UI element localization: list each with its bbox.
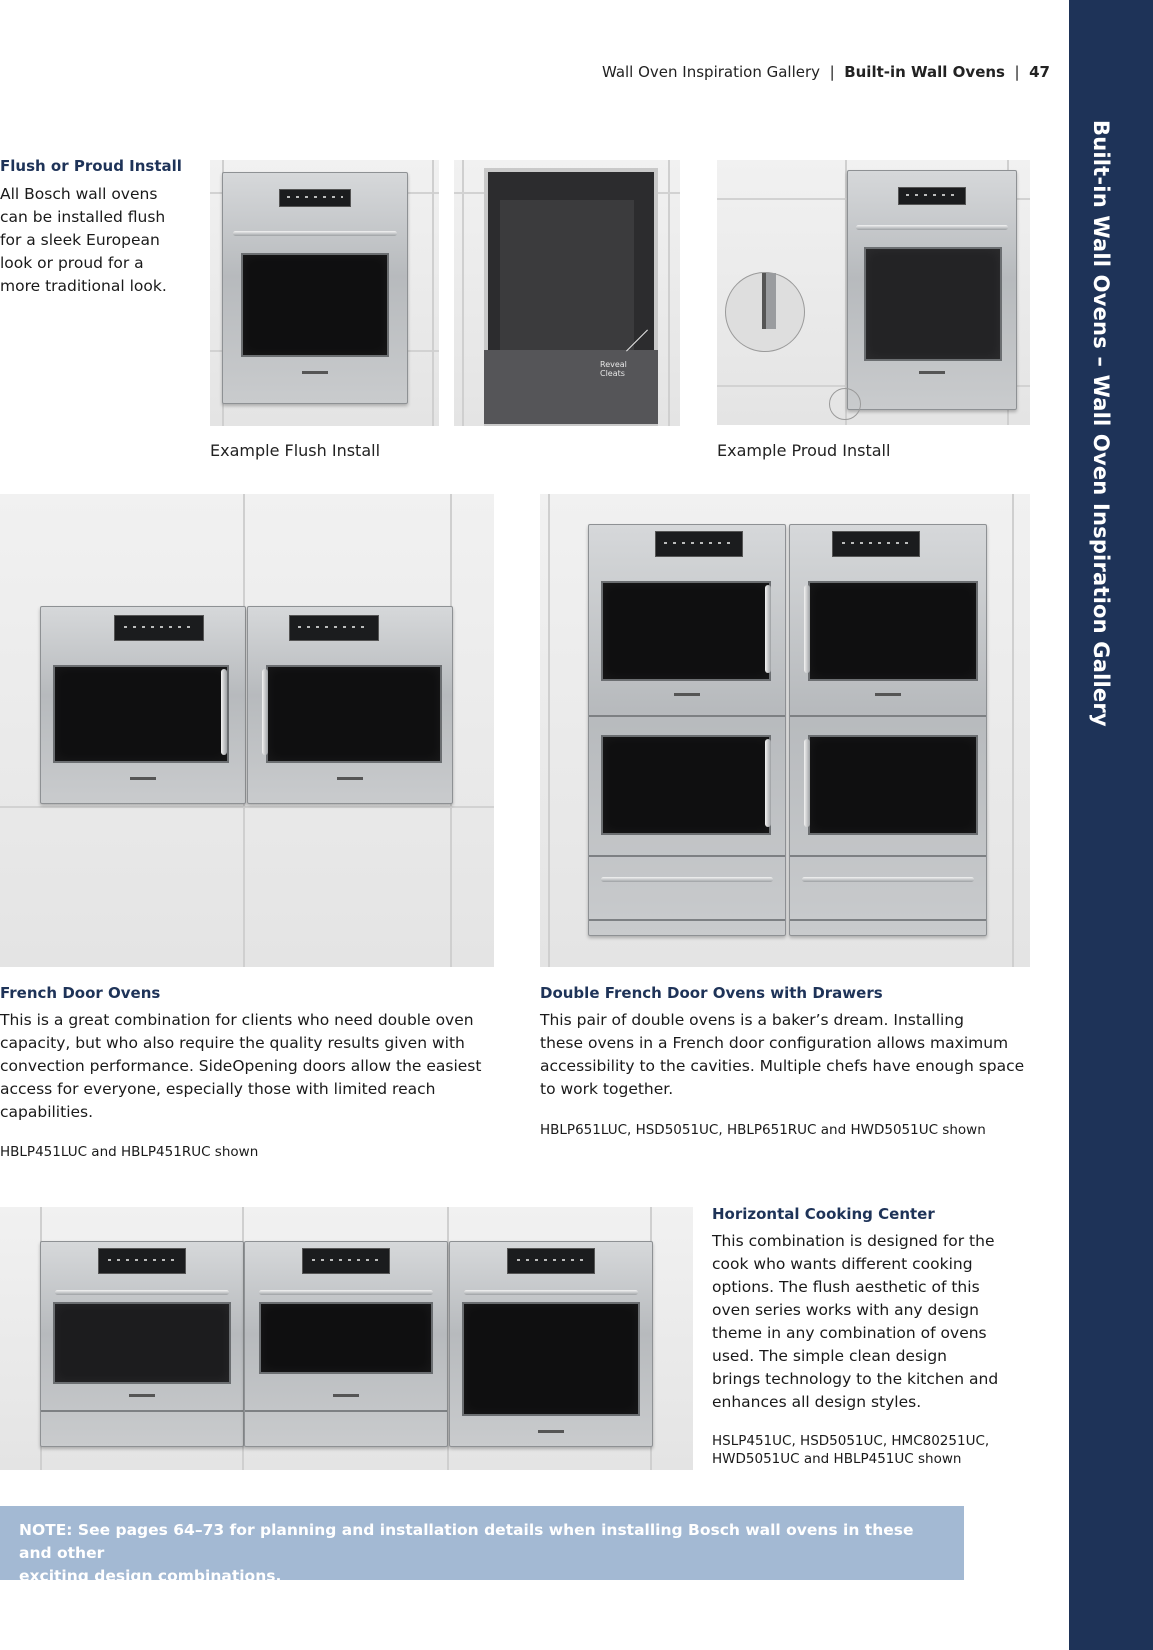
note-line: NOTE: See pages 64–73 for planning and installation details when installing Bosch wall ovens in these and other xyxy=(19,1521,914,1562)
body-line: look or proud for a xyxy=(0,254,144,272)
note-text xyxy=(19,1519,939,1588)
proud-install-photo xyxy=(717,160,1030,425)
running-head-separator: | xyxy=(829,63,835,81)
body-line: convection performance. SideOpening doors allow the easiest xyxy=(0,1057,482,1075)
body-line: can be installed flush xyxy=(0,208,166,226)
flush-install-caption: Example Flush Install xyxy=(210,441,381,460)
horizontal-cooking-center-photo xyxy=(0,1207,693,1470)
horizontal-models xyxy=(712,1432,1032,1468)
proud-install-caption: Example Proud Install xyxy=(717,441,891,460)
body-line: This combination is designed for the xyxy=(712,1232,995,1250)
models-line: HSLP451UC, HSD5051UC, HMC80251UC, xyxy=(712,1433,990,1449)
body-line: capacity, but who also require the quality results given with xyxy=(0,1034,465,1052)
body-line: used. The simple clean design xyxy=(712,1347,948,1365)
double-french-heading: Double French Door Ovens with Drawers xyxy=(540,984,883,1002)
flush-install-cavity-photo xyxy=(454,160,680,426)
sidebar-title: Built-in Wall Ovens – Wall Oven Inspiration Gallery xyxy=(1089,120,1113,727)
horizontal-body xyxy=(712,1230,1032,1414)
body-line: accessibility to the cavities. Multiple chefs have enough space xyxy=(540,1057,1025,1075)
running-head xyxy=(602,63,1050,81)
page-number: 47 xyxy=(1029,63,1050,81)
body-line: oven series works with any design xyxy=(712,1301,979,1319)
body-line: for a sleek European xyxy=(0,231,160,249)
running-head-separator-2: | xyxy=(1014,63,1020,81)
body-line: more traditional look. xyxy=(0,277,167,295)
running-head-chapter: Built-in Wall Ovens xyxy=(844,63,1005,81)
models-line: HWD5051UC and HBLP451UC shown xyxy=(712,1451,962,1467)
double-french-models: HBLP651LUC, HSD5051UC, HBLP651RUC and HWD5051UC shown xyxy=(540,1122,986,1138)
french-door-heading: French Door Ovens xyxy=(0,984,161,1002)
body-line: brings technology to the kitchen and xyxy=(712,1370,999,1388)
body-line: This pair of double ovens is a baker’s dream. Installing xyxy=(540,1011,965,1029)
body-line: enhances all design styles. xyxy=(712,1393,922,1411)
double-french-body xyxy=(540,1009,1040,1101)
french-door-models: HBLP451LUC and HBLP451RUC shown xyxy=(0,1144,259,1160)
horizontal-heading: Horizontal Cooking Center xyxy=(712,1205,935,1223)
body-line: access for everyone, especially those with limited reach xyxy=(0,1080,436,1098)
note-line: exciting design combinations. xyxy=(19,1567,282,1585)
body-line: theme in any combination of ovens xyxy=(712,1324,987,1342)
body-line: capabilities. xyxy=(0,1103,94,1121)
flush-install-oven-photo xyxy=(210,160,439,426)
body-line: cook who wants different cooking xyxy=(712,1255,973,1273)
body-line: these ovens in a French door configuration allows maximum xyxy=(540,1034,1009,1052)
body-line: All Bosch wall ovens xyxy=(0,185,158,203)
french-door-body xyxy=(0,1009,500,1124)
reveal-cleats-label: Reveal Cleats xyxy=(600,360,627,378)
body-line: options. The flush aesthetic of this xyxy=(712,1278,980,1296)
detail-magnifier xyxy=(725,272,805,352)
body-line: This is a great combination for clients who need double oven xyxy=(0,1011,474,1029)
flush-proud-heading: Flush or Proud Install xyxy=(0,157,182,175)
flush-proud-body xyxy=(0,183,180,298)
running-head-section: Wall Oven Inspiration Gallery xyxy=(601,63,821,81)
body-line: to work together. xyxy=(540,1080,674,1098)
french-door-ovens-photo xyxy=(0,494,494,967)
double-french-door-ovens-photo xyxy=(540,494,1030,967)
